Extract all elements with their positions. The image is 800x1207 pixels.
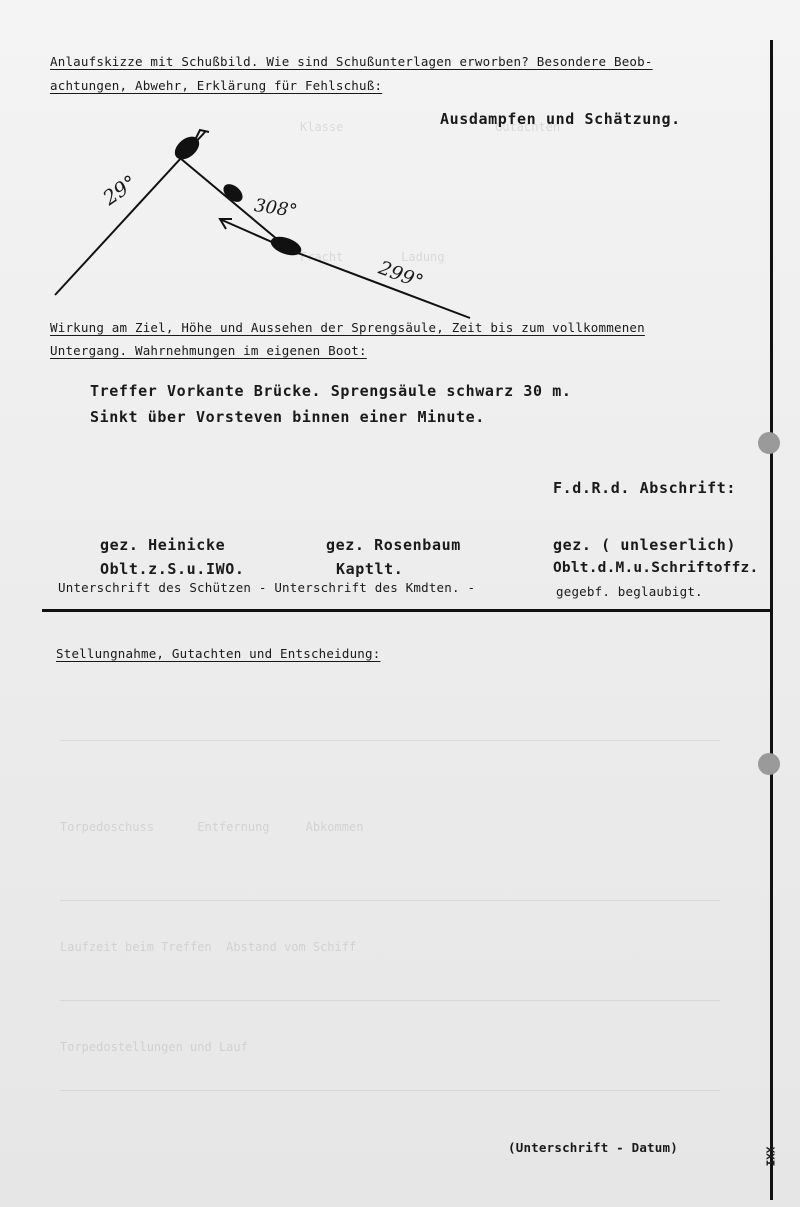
- bleed-through-text: Klasse Gutachten: [300, 120, 561, 134]
- signature-caption-right: gegebf. beglaubigt.: [556, 584, 703, 599]
- section-divider: [42, 609, 772, 612]
- signature-gunner-rank: Oblt.z.S.u.IWO.: [100, 560, 245, 578]
- margin-mark: XXI: [763, 1146, 777, 1167]
- angle-label-29: 29°: [98, 170, 142, 210]
- signature-commander-name: gez. Rosenbaum: [326, 536, 461, 554]
- punch-hole: [758, 432, 780, 454]
- course-line-299: [290, 250, 470, 318]
- signature-gunner-name: gez. Heinicke: [100, 536, 226, 554]
- bleed-through-text: Torpedoschuss Entfernung Abkommen: [60, 820, 364, 834]
- effect-label-line2: Untergang. Wahrnehmungen im eigenen Boot:: [50, 343, 367, 358]
- effect-text-line1: Treffer Vorkante Brücke. Sprengsäule schwarz 30 m.: [90, 382, 572, 400]
- header-label-line1: Anlaufskizze mit Schußbild. Wie sind Schußunterlagen erworben? Besondere Beob-: [50, 54, 653, 69]
- bleed-through-text: Laufzeit beim Treffen Abstand vom Schiff: [60, 940, 357, 954]
- angle-label-299: 299°: [375, 256, 427, 294]
- bleed-through-rule: [60, 1000, 720, 1001]
- effect-text-line2: Sinkt über Vorsteven binnen einer Minute.: [90, 408, 485, 426]
- signature-certifier-rank: Oblt.d.M.u.Schriftoffz.: [553, 560, 759, 576]
- ship-marks: [170, 132, 303, 259]
- bleed-through-text: Torpedostellungen und Lauf: [60, 1040, 248, 1054]
- sketch-lines: [55, 130, 470, 318]
- bleed-through-rule: [60, 1090, 720, 1091]
- punch-hole: [758, 753, 780, 775]
- acquisition-method: Ausdampfen und Schätzung.: [440, 110, 681, 128]
- angle-label-308: 308°: [252, 195, 299, 222]
- signature-commander-rank: Kaptlt.: [336, 560, 404, 578]
- decision-label: Stellungnahme, Gutachten und Entscheidung:: [56, 646, 381, 661]
- signature-date-caption: (Unterschrift - Datum): [508, 1140, 678, 1155]
- abschrift-note: F.d.R.d. Abschrift:: [553, 479, 736, 497]
- bleed-through-text: Fracht Ladung: [300, 250, 445, 264]
- effect-label-line1: Wirkung am Ziel, Höhe und Aussehen der Sprengsäule, Zeit bis zum vollkommenen: [50, 320, 645, 335]
- ship-mark-1: [170, 132, 203, 164]
- bleed-through-rule: [60, 740, 720, 741]
- signature-caption: Unterschrift des Schützen - Unterschrift des Kmdten. -: [58, 580, 476, 595]
- signature-certifier-name: gez. ( unleserlich): [553, 536, 736, 554]
- bleed-through-rule: [60, 900, 720, 901]
- header-label-line2: achtungen, Abwehr, Erklärung für Fehlschuß:: [50, 78, 383, 93]
